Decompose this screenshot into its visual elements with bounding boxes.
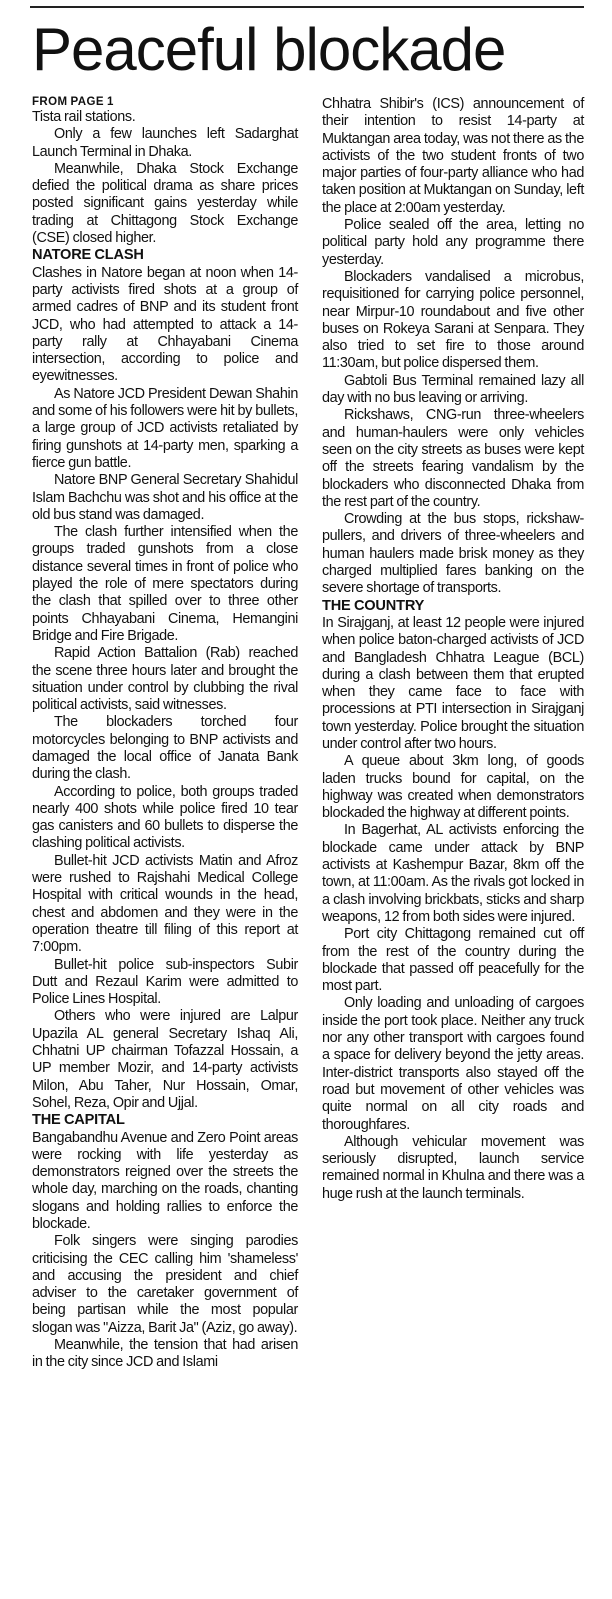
article-paragraph: As Natore JCD President Dewan Shahin and some of his followers were hit by bullets, a large group of JCD activists retaliated by firing gunshots at 14-party men, sparking a fierce gun battle.: [32, 385, 298, 471]
article-paragraph: In Sirajganj, at least 12 people were injured when police baton-charged activists of JCD and Bangladesh Chhatra League (BCL) during a clash between them that erupted when they came face to face with processions at PTI intersection in Sirajganj town yesterday. Police brought the situation under control after two hours.: [322, 614, 584, 752]
article-paragraph: The clash further intensified when the groups traded gunshots from a close distance several times in front of police who played the role of mere spectators during the clash that spilled over to three other points Chhayabani Cinema, Hemangini Bridge and Fire Brigade.: [32, 524, 298, 644]
article-paragraph: Port city Chittagong remained cut off from the rest of the country during the blockade that passed off peacefully for the most part.: [322, 926, 584, 995]
article-paragraph: Tista rail stations.: [32, 109, 136, 125]
article-paragraph: Rapid Action Battalion (Rab) reached the scene three hours later and brought the situation under control by clubbing the rival political activists, said witnesses.: [32, 645, 298, 714]
article-paragraph: Bullet-hit JCD activists Matin and Afroz were rushed to Rajshahi Medical College Hospital with critical wounds in the head, chest and abdomen and they were in the operation theatre till filing of this report at 7:00pm.: [32, 852, 298, 956]
section-subhead: NATORE CLASH: [32, 247, 144, 264]
article-paragraph: Police sealed off the area, letting no political party hold any programme there yesterday.: [322, 217, 584, 268]
article-paragraph: A queue about 3km long, of goods laden trucks bound for capital, on the highway was created when demonstrators blockaded the highway at different points.: [322, 753, 584, 822]
article-paragraph: Gabtoli Bus Terminal remained lazy all day with no bus leaving or arriving.: [322, 372, 584, 407]
article-column-left: [32, 96, 298, 1372]
article-paragraph: Bangabandhu Avenue and Zero Point areas were rocking with life yesterday as demonstrators reigned over the streets the whole day, marching on the roads, chanting slogans and holding rallies to enforce the blockade.: [32, 1129, 298, 1232]
article-paragraph: Bullet-hit police sub-inspectors Subir Dutt and Rezaul Karim were admitted to Police Lines Hospital.: [32, 956, 298, 1008]
article-paragraph: Meanwhile, Dhaka Stock Exchange defied the political drama as share prices posted significant gains yesterday while trading at Chittagong Stock Exchange (CSE) closed higher.: [32, 160, 298, 247]
article-paragraph: Blockaders vandalised a microbus, requisitioned for carrying police personnel, near Mirpur-10 roundabout and five other buses on Rokeya Sarani at Senpara. They also tried to set fire to those around 11:30am, but police dispersed them.: [322, 268, 584, 372]
headline: Peaceful blockade: [32, 16, 506, 83]
article-paragraph: Clashes in Natore began at noon when 14-party activists fired shots at a group of armed cadres of BNP and its student front JCD, who had attempted to attack a 14-party rally at Chhayabani Cinema intersection, according to police and eyewitnesses.: [32, 264, 298, 385]
article-paragraph: Crowding at the bus stops, rickshaw-pullers, and drivers of three-wheelers and human haulers made brisk money as they charged multiplied fares banking on the severe shortage of transports.: [322, 511, 584, 597]
section-subhead: THE COUNTRY: [322, 597, 425, 614]
article-paragraph: Others who were injured are Lalpur Upazila AL general Secretary Ishaq Ali, Chhatni UP chairman Tofazzal Hossain, a UP member Mozir, and 14-party activists Milon, Abu Taher, Nur Hossain, Omar, Sohel, Reza, Opir and Ujjal.: [32, 1008, 298, 1111]
article-paragraph: Meanwhile, the tension that had arisen in the city since JCD and Islami: [32, 1337, 298, 1371]
article-paragraph: Rickshaws, CNG-run three-wheelers and human-haulers were only vehicles seen on the city streets as buses were kept off the streets fearing vandalism by the blockaders who disconnected Dhaka from the rest part of the country.: [322, 407, 584, 510]
article-paragraph: Only a few launches left Sadarghat Launch Terminal in Dhaka.: [32, 126, 298, 160]
article-paragraph: Although vehicular movement was seriously disrupted, launch service remained normal in Khulna and there was a huge rush at the launch terminals.: [322, 1133, 584, 1202]
article-paragraph: Only loading and unloading of cargoes inside the port took place. Neither any truck nor any other transport with cargoes found a space for delivery beyond the jetty areas. Inter-district transports also stayed off the road but movement of other vehicles was quite normal on all city roads and thoroughfares.: [322, 995, 584, 1133]
kicker-from-page-1: FROM PAGE 1: [32, 96, 114, 108]
article-paragraph: Chhatra Shibir's (ICS) announcement of their intention to resist 14-party at Muktangan area today, was not there as the activists of the two student fronts of two major parties of four-party alliance who had taken position at Muktangan on Sunday, left the place at 2:00am yesterday.: [322, 96, 584, 216]
article-paragraph: In Bagerhat, AL activists enforcing the blockade came under attack by BNP activists at Kashempur Bazar, 8km off the town, at 11:00am. As the rivals got locked in a clash involving brickbats, sticks and sharp weapons, 12 from both sides were injured.: [322, 822, 584, 925]
article-paragraph: According to police, both groups traded nearly 400 shots while police fired 10 tear gas canisters and 60 bullets to disperse the clashing political activists.: [32, 783, 298, 852]
top-rule: [30, 6, 584, 8]
article-paragraph: The blockaders torched four motorcycles belonging to BNP activists and damaged the local office of Janata Bank during the clash.: [32, 714, 298, 783]
section-subhead: THE CAPITAL: [32, 1112, 125, 1129]
article-paragraph: Natore BNP General Secretary Shahidul Islam Bachchu was shot and his office at the old bus stand was damaged.: [32, 472, 298, 523]
article-paragraph: Folk singers were singing parodies criticising the CEC calling him 'shameless' and accusing the president and chief adviser to the caretaker government of being partisan while the most popular slogan was "Aizza, Barit Ja" (Aziz, go away).: [32, 1233, 298, 1336]
article-column-right: [322, 96, 584, 1203]
